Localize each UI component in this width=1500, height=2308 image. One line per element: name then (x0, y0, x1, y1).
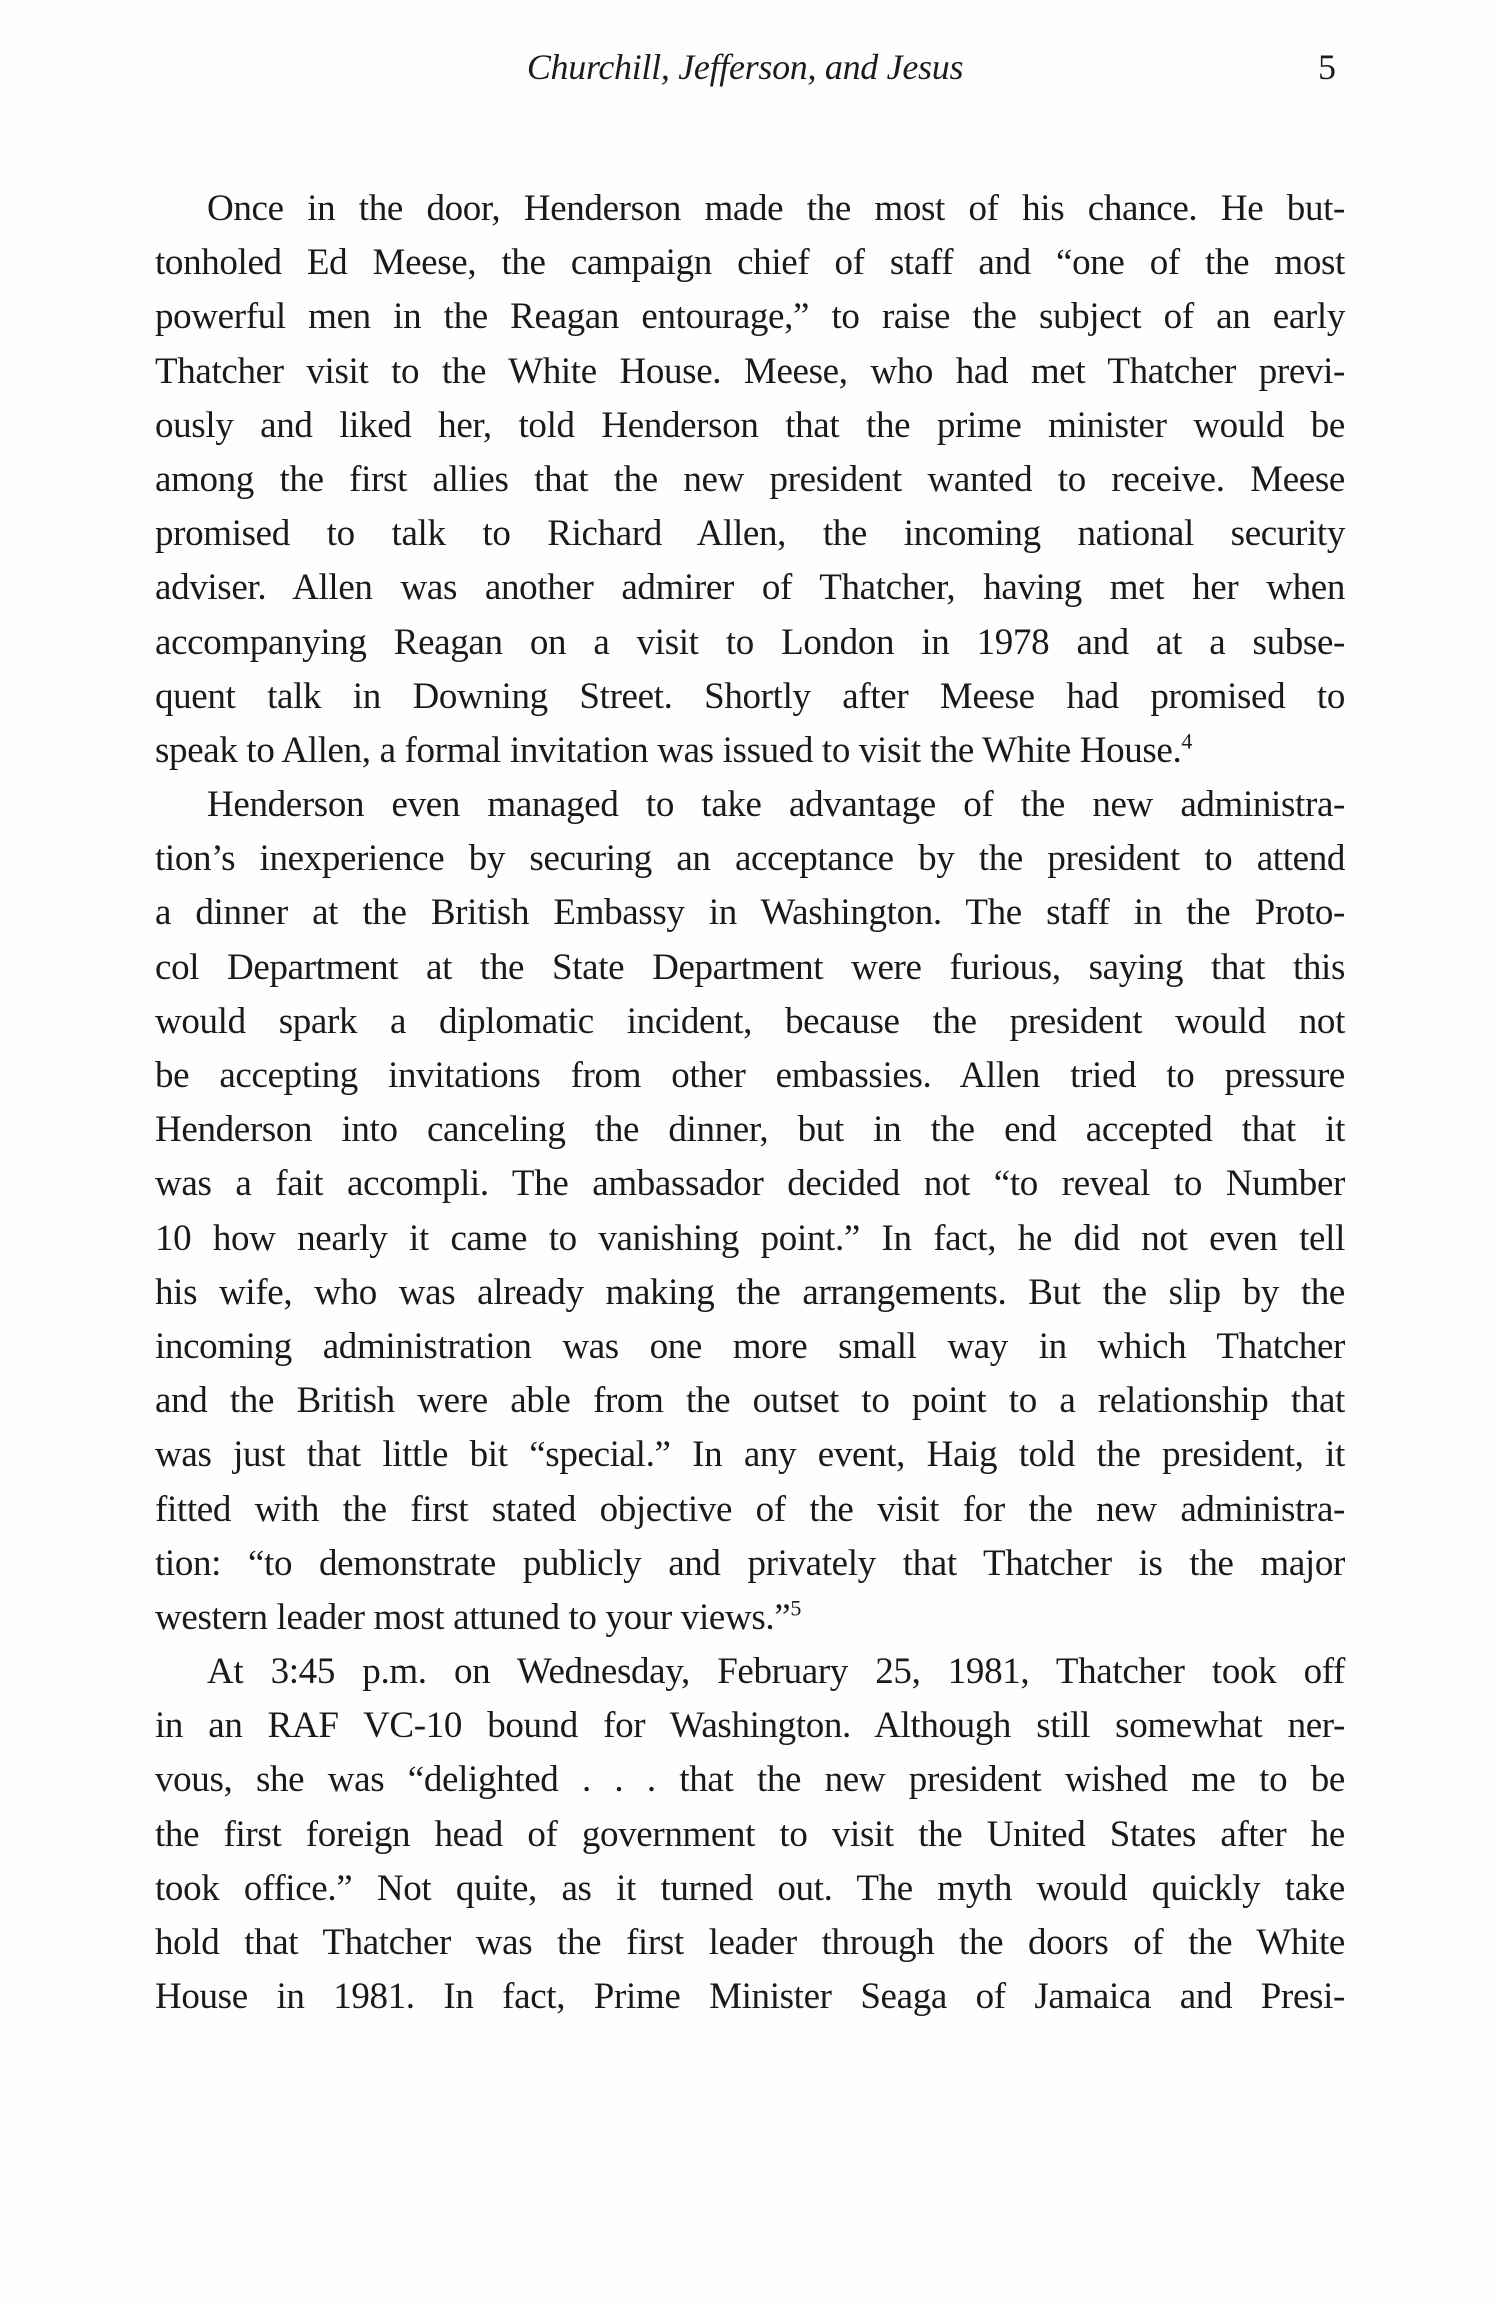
text-line: At 3:45 p.m. on Wednesday, February 25, 1981, Thatcher took off (207, 1651, 1345, 1693)
text-line: among the first allies that the new president wanted to receive. Meese (155, 458, 1345, 500)
footnote-marker[interactable]: 4 (1181, 728, 1193, 754)
text-line: 10 how nearly it came to vanishing point.” In fact, he did not even tell (155, 1217, 1345, 1259)
text-line (155, 724, 1345, 778)
text-line: vous, she was “delighted . . . that the new president wished me to be (155, 1759, 1345, 1801)
text-line: House in 1981. In fact, Prime Minister Seaga of Jamaica and Presi- (155, 1976, 1345, 2018)
text-line: would spark a diplomatic incident, because the president would not (155, 1000, 1345, 1042)
text-line: Thatcher visit to the White House. Meese, who had met Thatcher previ- (155, 350, 1345, 392)
text-line: col Department at the State Department were furious, saying that this (155, 946, 1345, 988)
text-line: adviser. Allen was another admirer of Thatcher, having met her when (155, 567, 1345, 609)
text-line: tion’s inexperience by securing an acceptance by the president to attend (155, 838, 1345, 880)
text-line: Henderson into canceling the dinner, but in the end accepted that it (155, 1109, 1345, 1151)
text-line: tion: “to demonstrate publicly and privately that Thatcher is the major (155, 1542, 1345, 1584)
text-line: in an RAF VC-10 bound for Washington. Although still somewhat ner- (155, 1705, 1345, 1747)
text-line: incoming administration was one more small way in which Thatcher (155, 1325, 1345, 1367)
paragraph (155, 1645, 1345, 2024)
text-line: tonholed Ed Meese, the campaign chief of staff and “one of the most (155, 242, 1345, 284)
text-line: a dinner at the British Embassy in Washington. The staff in the Proto- (155, 892, 1345, 934)
text-line: accompanying Reagan on a visit to London in 1978 and at a subse- (155, 621, 1345, 663)
text-line-content: western leader most attuned to your views.” (155, 1596, 791, 1638)
text-line: ously and liked her, told Henderson that the prime minister would be (155, 404, 1345, 446)
text-line: Once in the door, Henderson made the most of his chance. He but- (207, 188, 1345, 229)
text-line: hold that Thatcher was the first leader through the doors of the White (155, 1922, 1345, 1963)
text-line: was a fait accompli. The ambassador decided not “to reveal to Number (155, 1163, 1345, 1205)
text-line: took office.” Not quite, as it turned out. The myth would quickly take (155, 1867, 1345, 1909)
text-line: Henderson even managed to take advantage of the new administra- (207, 784, 1345, 826)
running-header (0, 40, 1500, 96)
text-line-content: speak to Allen, a formal invitation was issued to visit the White House. (155, 729, 1182, 771)
text-line: and the British were able from the outset to point to a relationship that (155, 1380, 1345, 1422)
text-line: his wife, who was already making the arrangements. But the slip by the (155, 1271, 1345, 1313)
text-line (155, 1591, 1345, 1645)
text-line: the first foreign head of government to visit the United States after he (155, 1813, 1345, 1855)
text-line: was just that little bit “special.” In any event, Haig told the president, it (155, 1434, 1345, 1476)
footnote-marker[interactable]: 5 (790, 1595, 801, 1621)
text-line: fitted with the first stated objective of the visit for the new administra- (155, 1488, 1345, 1530)
text-line: quent talk in Downing Street. Shortly after Meese had promised to (155, 675, 1345, 717)
page-number: 5 (1318, 47, 1336, 87)
text-line: promised to talk to Richard Allen, the incoming national security (155, 513, 1345, 555)
paragraph (155, 182, 1345, 778)
paragraph (155, 778, 1345, 1645)
running-title: Churchill, Jefferson, and Jesus (526, 47, 964, 87)
body-text (155, 182, 1345, 2024)
text-line: powerful men in the Reagan entourage,” to raise the subject of an early (155, 296, 1345, 338)
text-line: be accepting invitations from other embassies. Allen tried to pressure (155, 1055, 1345, 1096)
